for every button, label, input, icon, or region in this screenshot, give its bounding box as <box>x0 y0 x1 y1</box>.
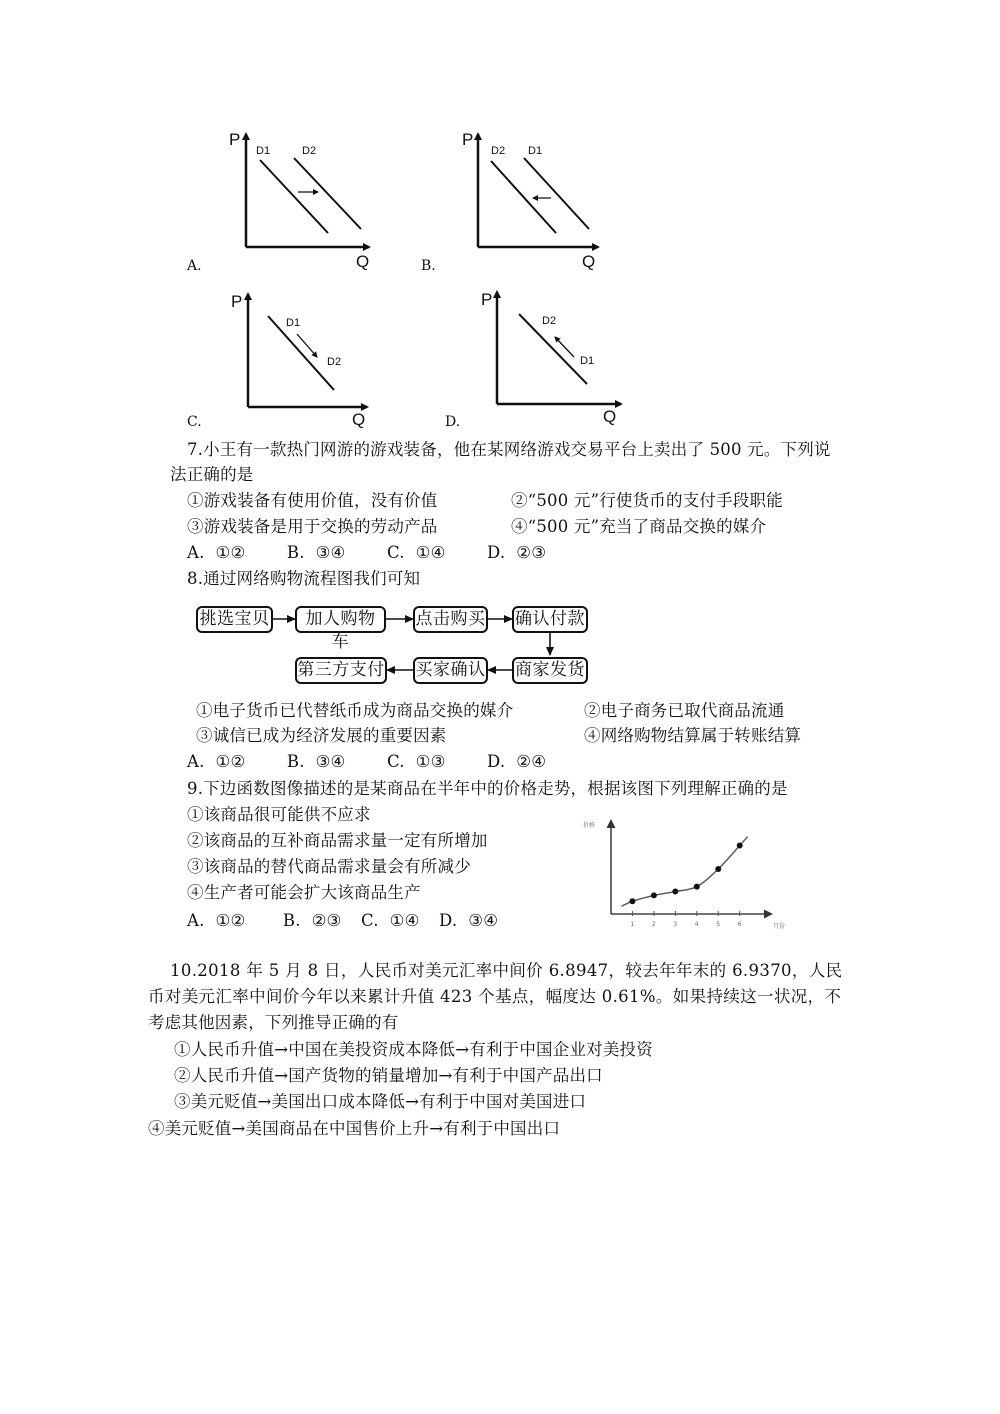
q8-statement-2: ②电子商务已取代商品流通 <box>584 701 785 720</box>
choice-value: ③④ <box>468 911 499 930</box>
graph-a-label-d1: D1 <box>256 145 271 157</box>
q7-stem-line2: 法正确的是 <box>170 465 254 484</box>
q10-stem-line1: 10.2018 年 5 月 8 日，人民币对美元汇率中间价 6.8947，较去年年末的 6.9370，人民 <box>170 961 843 980</box>
graph-b-label-d1: D1 <box>528 145 543 157</box>
choice-letter: D. <box>439 911 458 930</box>
q10-statement-4: ④美元贬值→美国商品在中国售价上升→有利于中国出口 <box>148 1119 561 1138</box>
chart-x-tick-label: 6 <box>737 921 742 928</box>
graph-c-label-d1: D1 <box>286 317 301 329</box>
chart-trend-curve <box>621 837 747 907</box>
flow-step-add-to-cart: 加人购物车 <box>295 606 386 633</box>
choice-letter: C. <box>361 911 379 930</box>
q7-statement-3: ③游戏装备是用于交换的劳动产品 <box>187 517 438 536</box>
graph-a-q-label: Q <box>356 252 370 271</box>
q7-statement-1: ①游戏装备有使用价值，没有价值 <box>187 491 438 510</box>
choice-value: ②③ <box>311 911 342 930</box>
q7-statement-2: ②“500 元”行使货币的支付手段职能 <box>511 491 783 510</box>
choice-letter: A. <box>187 752 205 771</box>
q9-statement-3: ③该商品的替代商品需求量会有所减少 <box>187 857 471 876</box>
chart-data-point <box>694 884 700 890</box>
choice-letter: D. <box>487 752 506 771</box>
choice-value: ①② <box>215 752 246 771</box>
chart-x-tick-label: 1 <box>630 921 635 928</box>
graph-c-label-d2: D2 <box>327 356 342 368</box>
graph-b-p-label: P <box>462 130 474 149</box>
chart-x-tick-label: 2 <box>651 921 656 928</box>
q8-stem: 8.通过网络购物流程图我们可知 <box>187 569 421 588</box>
graph-b-label-d2: D2 <box>491 145 506 157</box>
q8-statement-4: ④网络购物结算属于转账结算 <box>584 726 802 745</box>
choice-value: ②④ <box>516 752 547 771</box>
chart-x-tick-label: 3 <box>673 921 678 928</box>
choice-value: ②③ <box>516 543 547 562</box>
flow-step-confirm-payment: 确认付款 <box>512 606 588 633</box>
graph-a-label-d2: D2 <box>302 145 317 157</box>
q9-statement-1: ①该商品很可能供不应求 <box>187 805 371 824</box>
choice-value: ①③ <box>415 752 446 771</box>
graph-b-q-label: Q <box>582 252 596 271</box>
chart-x-tick-label: 5 <box>716 921 721 928</box>
graph-d-q-label: Q <box>603 407 617 426</box>
choice-letter: A. <box>187 911 205 930</box>
choice-letter: B. <box>286 543 305 562</box>
choice-letter: B. <box>286 752 305 771</box>
q8-statement-3: ③诚信已成为经济发展的重要因素 <box>196 726 447 745</box>
q10-stem-line2: 币对美元汇率中间价今年以来累计升值 423 个基点，幅度达 0.61%。如果持续这一状况，不 <box>148 987 842 1006</box>
option-b-letter: B. <box>421 258 436 274</box>
choice-value: ①② <box>215 543 246 562</box>
q10-statement-1: ①人民币升值→中国在美投资成本降低→有利于中国企业对美投资 <box>174 1040 653 1059</box>
chart-data-point <box>651 892 657 898</box>
flow-step-merchant-ship: 商家发货 <box>512 657 588 684</box>
chart-x-axis-label: 月份 <box>773 923 786 930</box>
graph-d-label-d1: D1 <box>580 355 595 367</box>
choice-letter: B. <box>282 911 301 930</box>
q7-statement-4: ④“500 元”充当了商品交换的媒介 <box>511 517 767 536</box>
flow-step-buyer-confirm: 买家确认 <box>413 657 488 684</box>
choice-value: ①④ <box>389 911 420 930</box>
q10-stem-line3: 考虑其他因素，下列推导正确的有 <box>148 1013 399 1032</box>
q9-stem: 9.下边函数图像描述的是某商品在半年中的价格走势，根据该图下列理解正确的是 <box>187 779 788 798</box>
q9-statement-2: ②该商品的互补商品需求量一定有所增加 <box>187 831 488 850</box>
choice-letter: D. <box>487 543 506 562</box>
chart-data-point <box>629 898 635 904</box>
q10-statement-2: ②人民币升值→国产货物的销量增加→有利于中国产品出口 <box>174 1066 603 1085</box>
graph-d-label-d2: D2 <box>542 315 557 327</box>
choice-letter: C. <box>387 543 405 562</box>
chart-data-point <box>737 843 743 849</box>
flow-step-third-party-payment: 第三方支付 <box>295 657 387 684</box>
graph-c-p-label: P <box>231 292 243 311</box>
chart-data-point <box>672 889 678 895</box>
option-c-letter: C. <box>187 414 202 430</box>
flow-step-select-item: 挑选宝贝 <box>196 606 273 633</box>
choice-value: ①② <box>215 911 246 930</box>
choice-letter: C. <box>387 752 405 771</box>
chart-y-axis-label: 价格 <box>583 822 596 829</box>
q10-statement-3: ③美元贬值→美国出口成本降低→有利于中国对美国进口 <box>174 1092 587 1111</box>
chart-x-tick-label: 4 <box>694 921 699 928</box>
choice-value: ③④ <box>315 543 346 562</box>
graph-d-p-label: P <box>481 290 493 309</box>
graph-a-p-label: P <box>229 130 241 149</box>
choice-letter: A. <box>187 543 205 562</box>
q8-statement-1: ①电子货币已代替纸币成为商品交换的媒介 <box>196 701 514 720</box>
option-d-letter: D. <box>445 414 461 430</box>
choice-value: ①④ <box>415 543 446 562</box>
q9-statement-4: ④生产者可能会扩大该商品生产 <box>187 883 421 902</box>
q7-stem-line1: 7.小王有一款热门网游的游戏装备，他在某网络游戏交易平台上卖出了 500 元。下列说 <box>187 440 831 459</box>
option-a-letter: A. <box>187 258 202 274</box>
flow-step-click-buy: 点击购买 <box>413 606 488 633</box>
chart-data-point <box>715 866 721 872</box>
choice-value: ③④ <box>315 752 346 771</box>
graph-c-q-label: Q <box>352 410 366 429</box>
